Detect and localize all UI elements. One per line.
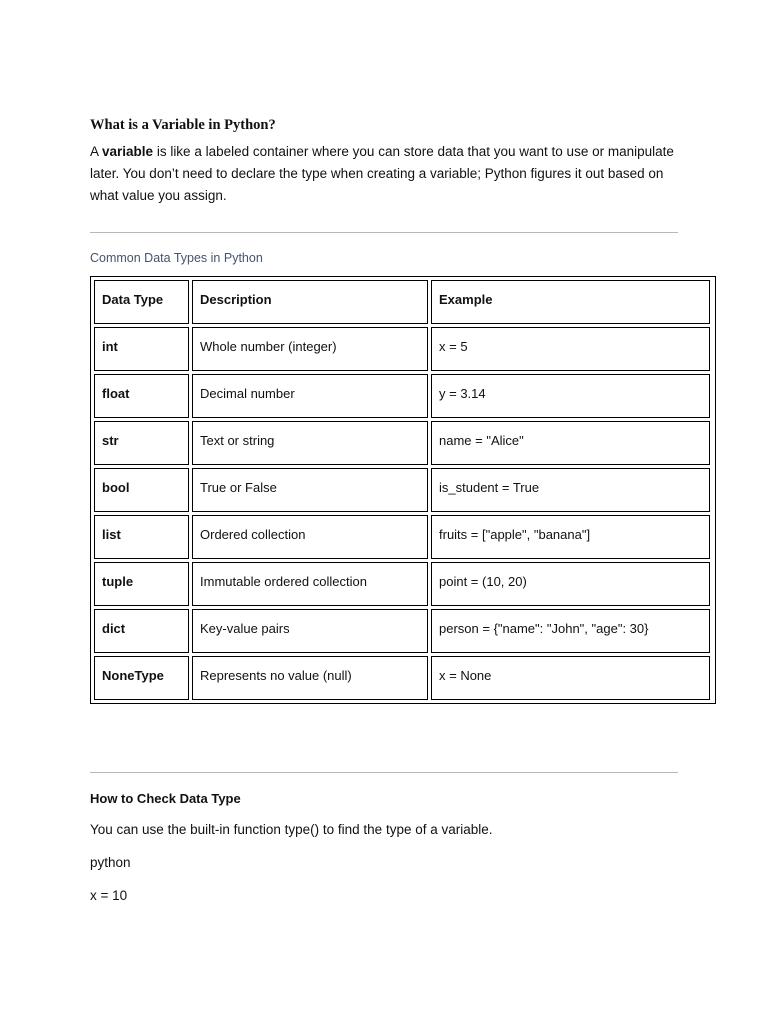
table-row <box>94 421 710 465</box>
table-row <box>94 468 710 512</box>
check-type-paragraph: You can use the built-in function type() to find the type of a variable. <box>90 822 493 837</box>
table-row <box>94 656 710 700</box>
cell-description: Decimal number <box>192 374 428 418</box>
cell-type: list <box>94 515 189 559</box>
table-row <box>94 327 710 371</box>
cell-type: dict <box>94 609 189 653</box>
cell-description: True or False <box>192 468 428 512</box>
horizontal-divider <box>90 772 678 773</box>
data-types-table <box>91 277 713 703</box>
cell-example: x = None <box>431 656 710 700</box>
cell-example: point = (10, 20) <box>431 562 710 606</box>
header-data-type: Data Type <box>94 280 189 324</box>
cell-description: Key-value pairs <box>192 609 428 653</box>
cell-example: person = {"name": "John", "age": 30} <box>431 609 710 653</box>
cell-type: int <box>94 327 189 371</box>
section-heading: What is a Variable in Python? <box>90 117 276 133</box>
code-language-label: python <box>90 855 131 870</box>
intro-bold-term: variable <box>102 144 154 159</box>
table-header-row <box>94 280 710 324</box>
cell-type: bool <box>94 468 189 512</box>
intro-text-before: A <box>90 144 103 159</box>
cell-type: float <box>94 374 189 418</box>
cell-type: tuple <box>94 562 189 606</box>
horizontal-divider <box>90 232 678 233</box>
code-line: x = 10 <box>90 888 128 903</box>
cell-example: y = 3.14 <box>431 374 710 418</box>
cell-example: is_student = True <box>431 468 710 512</box>
table-row <box>94 609 710 653</box>
table-caption: Common Data Types in Python <box>90 251 263 265</box>
cell-type: str <box>94 421 189 465</box>
cell-description: Text or string <box>192 421 428 465</box>
cell-example: x = 5 <box>431 327 710 371</box>
header-description: Description <box>192 280 428 324</box>
intro-text-after: is like a labeled container where you can store data that you want to use or manipulate later. You don’t need to declare the type when creating a variable; Python figures it out based on what value you assign. <box>90 144 674 203</box>
cell-description: Ordered collection <box>192 515 428 559</box>
header-example: Example <box>431 280 710 324</box>
cell-type: NoneType <box>94 656 189 700</box>
cell-description: Immutable ordered collection <box>192 562 428 606</box>
table-row <box>94 515 710 559</box>
cell-description: Represents no value (null) <box>192 656 428 700</box>
check-type-heading: How to Check Data Type <box>90 791 241 806</box>
table-row <box>94 562 710 606</box>
cell-example: name = "Alice" <box>431 421 710 465</box>
cell-example: fruits = ["apple", "banana"] <box>431 515 710 559</box>
cell-description: Whole number (integer) <box>192 327 428 371</box>
intro-paragraph <box>90 141 680 207</box>
table-row <box>94 374 710 418</box>
data-types-table-frame <box>90 276 716 704</box>
